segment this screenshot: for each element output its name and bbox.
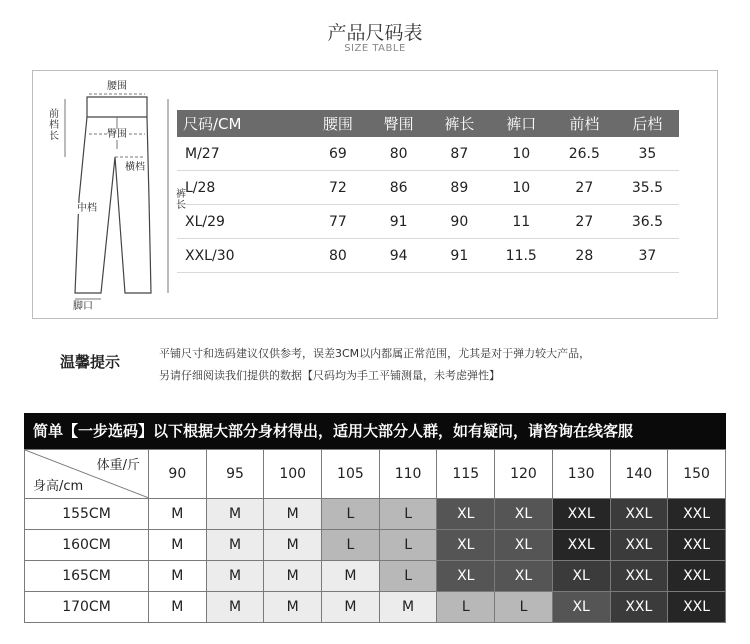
- weight-header: 90: [149, 450, 207, 499]
- tips-text: [159, 343, 719, 387]
- tips-line: 平铺尺寸和选码建议仅供参考，误差3CM以内都属正常范围，尤其是对于弹力较大产品，: [159, 347, 591, 360]
- table-cell: 80: [368, 137, 429, 171]
- weight-header: 95: [206, 450, 264, 499]
- label-waist: 腰围: [107, 81, 127, 92]
- pants-outline: [43, 79, 188, 314]
- recommend-body: [25, 499, 726, 623]
- table-cell: 27: [553, 171, 616, 205]
- size-cell: L: [379, 530, 437, 561]
- size-cell: M: [206, 592, 264, 623]
- table-cell: 91: [429, 239, 490, 273]
- size-cell: M: [206, 561, 264, 592]
- size-cell: XXL: [610, 561, 668, 592]
- table-cell: 86: [368, 171, 429, 205]
- corner-cell: [25, 450, 149, 499]
- size-cell: XXL: [668, 561, 726, 592]
- table-row: [25, 499, 726, 530]
- size-cell: M: [206, 530, 264, 561]
- size-cell: XL: [495, 530, 553, 561]
- table-cell: 37: [616, 239, 679, 273]
- size-col-header: 后档: [616, 110, 679, 137]
- weight-header: 150: [668, 450, 726, 499]
- height-label: 160CM: [25, 530, 149, 561]
- table-row: [177, 205, 679, 239]
- size-cell: XXL: [610, 530, 668, 561]
- table-cell: 10: [490, 137, 553, 171]
- table-row: [25, 592, 726, 623]
- size-cell: M: [149, 499, 207, 530]
- size-col-header: 裤长: [429, 110, 490, 137]
- size-cell: XXL: [668, 530, 726, 561]
- size-cell: XL: [552, 592, 610, 623]
- size-table-panel: [32, 70, 718, 319]
- size-col-header: 裤口: [490, 110, 553, 137]
- size-cell: L: [437, 592, 495, 623]
- size-cell: XL: [437, 561, 495, 592]
- size-cell: M: [264, 530, 322, 561]
- size-cell: M: [322, 561, 380, 592]
- table-row: [25, 561, 726, 592]
- table-cell: 35.5: [616, 171, 679, 205]
- weight-axis-label: 体重/斤: [96, 458, 140, 473]
- page-subtitle: SIZE TABLE: [344, 43, 406, 54]
- table-cell: XXL/30: [177, 239, 308, 273]
- size-cell: M: [264, 499, 322, 530]
- table-cell: 69: [308, 137, 369, 171]
- table-cell: 27: [553, 205, 616, 239]
- table-cell: 90: [429, 205, 490, 239]
- weight-header: 110: [379, 450, 437, 499]
- table-cell: M/27: [177, 137, 308, 171]
- table-cell: 35: [616, 137, 679, 171]
- size-cell: XL: [495, 499, 553, 530]
- size-cell: M: [206, 499, 264, 530]
- size-cell: XL: [437, 530, 495, 561]
- weight-header: 140: [610, 450, 668, 499]
- label-mid-thigh: 中档: [77, 203, 97, 214]
- table-row: [25, 530, 726, 561]
- height-label: 165CM: [25, 561, 149, 592]
- size-cell: L: [379, 499, 437, 530]
- weight-header: 100: [264, 450, 322, 499]
- table-cell: L/28: [177, 171, 308, 205]
- height-label: 170CM: [25, 592, 149, 623]
- page-title: 产品尺码表: [327, 22, 423, 44]
- table-cell: XL/29: [177, 205, 308, 239]
- size-cell: XXL: [552, 499, 610, 530]
- size-cell: M: [149, 592, 207, 623]
- weight-header: 130: [552, 450, 610, 499]
- table-row: [177, 137, 679, 171]
- table-cell: 28: [553, 239, 616, 273]
- size-cell: XL: [495, 561, 553, 592]
- label-length: 裤长: [176, 189, 186, 211]
- table-row: [177, 171, 679, 205]
- size-col-header: 臀围: [368, 110, 429, 137]
- size-cell: L: [495, 592, 553, 623]
- size-col-header: 腰围: [308, 110, 369, 137]
- label-hem: 脚口: [73, 301, 93, 312]
- table-cell: 11: [490, 205, 553, 239]
- tips-line: 另请仔细阅读我们提供的数据【尺码均为手工平铺测量，未考虑弹性】: [159, 369, 500, 382]
- table-cell: 80: [308, 239, 369, 273]
- size-cell: M: [264, 592, 322, 623]
- size-cell: XL: [552, 561, 610, 592]
- size-cell: L: [322, 530, 380, 561]
- size-cell: XXL: [610, 592, 668, 623]
- table-cell: 10: [490, 171, 553, 205]
- label-front-rise: 前档长: [49, 109, 59, 142]
- height-label: 155CM: [25, 499, 149, 530]
- size-col-header: 前档: [553, 110, 616, 137]
- size-cell: M: [322, 592, 380, 623]
- recommend-header-row: [25, 450, 726, 499]
- size-cell: M: [264, 561, 322, 592]
- size-cell: M: [149, 561, 207, 592]
- weight-header: 115: [437, 450, 495, 499]
- tips-title: 温馨提示: [60, 353, 121, 371]
- size-table-header-row: [177, 110, 679, 137]
- size-cell: M: [149, 530, 207, 561]
- height-axis-label: 身高/cm: [33, 479, 84, 494]
- size-cell: L: [379, 561, 437, 592]
- size-cell: XXL: [668, 592, 726, 623]
- weight-header: 105: [322, 450, 380, 499]
- weight-header: 120: [495, 450, 553, 499]
- table-cell: 89: [429, 171, 490, 205]
- size-cell: XXL: [610, 499, 668, 530]
- recommend-table: [24, 449, 726, 623]
- size-cell: M: [379, 592, 437, 623]
- label-back-rise: 横档: [125, 162, 145, 173]
- size-cell: XL: [437, 499, 495, 530]
- table-cell: 26.5: [553, 137, 616, 171]
- pants-diagram: [43, 79, 188, 314]
- table-cell: 87: [429, 137, 490, 171]
- size-col-header: 尺码/CM: [177, 110, 308, 137]
- table-cell: 72: [308, 171, 369, 205]
- table-cell: 11.5: [490, 239, 553, 273]
- table-cell: 36.5: [616, 205, 679, 239]
- size-table: [177, 110, 679, 273]
- table-cell: 91: [368, 205, 429, 239]
- size-cell: XXL: [552, 530, 610, 561]
- label-hip: 臀围: [107, 129, 127, 140]
- table-cell: 77: [308, 205, 369, 239]
- size-cell: XXL: [668, 499, 726, 530]
- table-cell: 94: [368, 239, 429, 273]
- recommend-heading: 简单【一步选码】以下根据大部分身材得出，适用大部分人群，如有疑问，请咨询在线客服: [24, 413, 726, 449]
- table-row: [177, 239, 679, 273]
- size-cell: L: [322, 499, 380, 530]
